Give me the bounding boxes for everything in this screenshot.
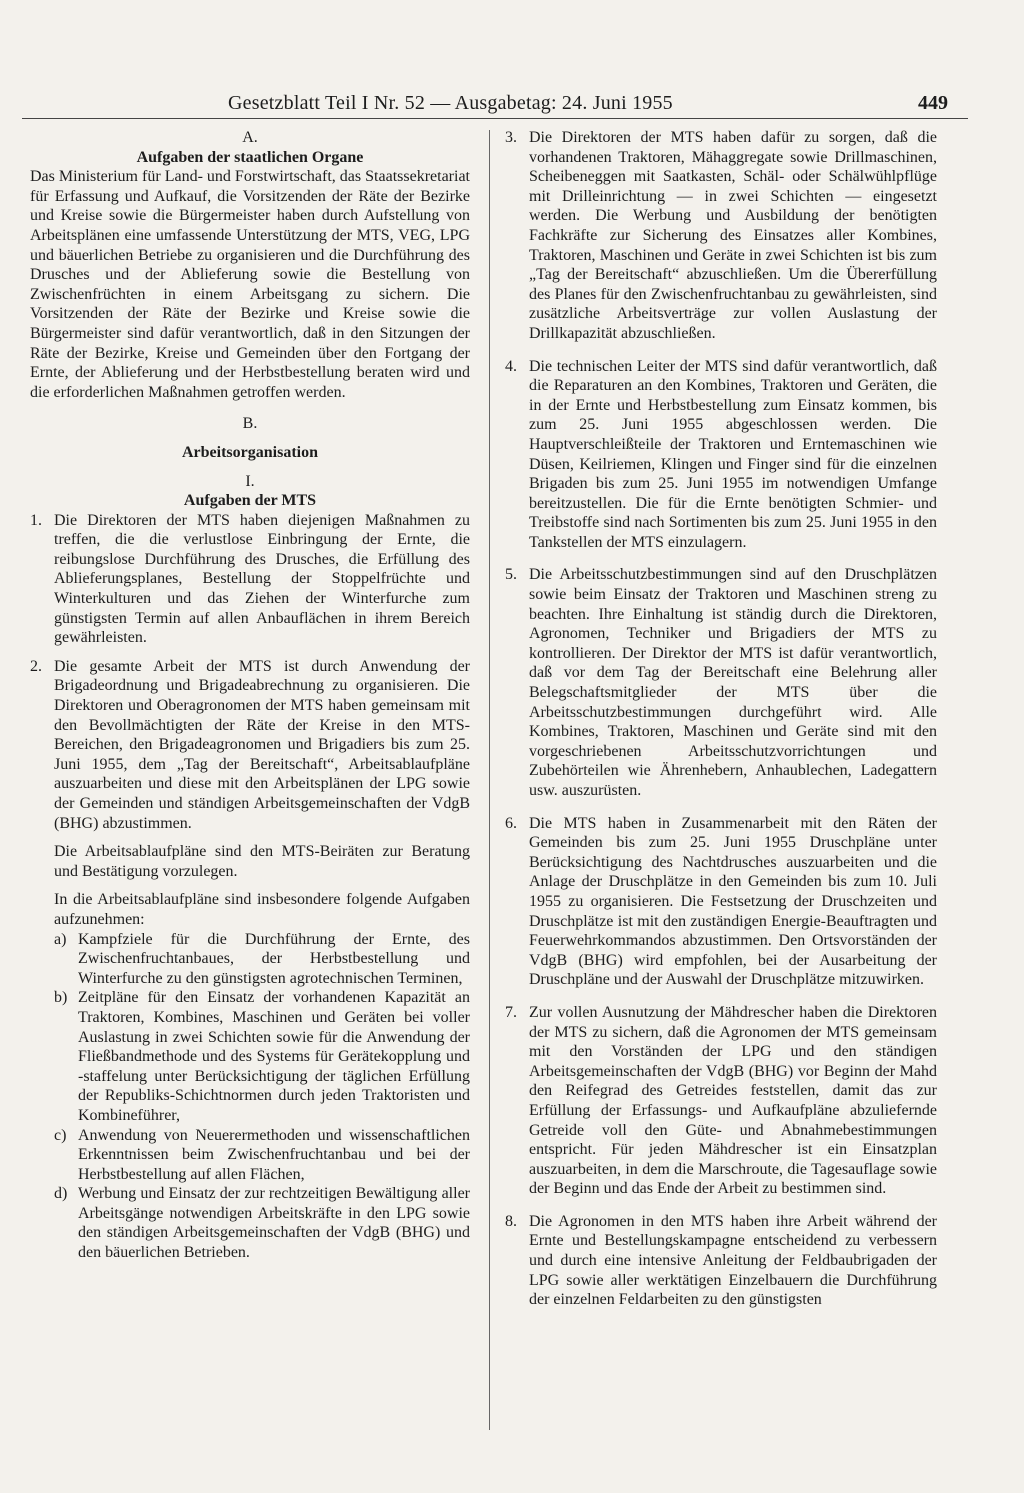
item-text: Die MTS haben in Zusammenarbeit mit den Räten der Gemeinden bis zum 25. Juni 1955 Druschpläne unter Berücksichtigung des Nachtdrusches auszuarbeiten und die Anlage der Druschplätze in den Gemeinden bis zum 10. Juli 1955 zu organisieren. Die Festsetzung der Druschzeiten und Druschplätze ist mit den zuständigen Energie-Beauftragten und Feuerwehrkommandos abzustimmen. Den Ortsvorständen der VdgB (BHG) wird empfohlen, bei der Ausarbeitung der Druschpläne und der Auswahl der Druschplätze mitzuwirken. — [529, 814, 937, 989]
item-number: 6. — [505, 814, 517, 832]
list-item — [505, 1003, 937, 1199]
sub-item-label: a) — [54, 930, 67, 948]
right-column — [505, 128, 937, 1323]
list-item — [505, 814, 937, 990]
header-title: Gesetzblatt Teil I Nr. 52 — Ausgabetag: 24. Juni 1955 — [228, 92, 673, 114]
header-rule — [22, 118, 968, 119]
list-item — [505, 128, 937, 344]
list-item — [505, 357, 937, 553]
list-item — [505, 1212, 937, 1310]
sub-item-label: b) — [54, 989, 68, 1007]
item-2-paragraph-2: Die Arbeitsablaufpläne sind den MTS-Beiräten zur Beratung und Bestätigung vorzulegen. — [54, 843, 470, 880]
section-b-title: Arbeitsorganisation — [182, 443, 318, 461]
item-text: Zur vollen Ausnutzung der Mähdrescher haben die Direktoren der MTS zu sichern, daß die Agronomen der MTS gemeinsam mit den Vorständen der LPG und den ständigen Arbeitsgemeinschaften der VdgB (BHG) vor Beginn der Mahd den Reifegrad des Getreides feststellen, damit das zur Erfüllung der Erfassungs- und Aufkaufpläne abzuliefernde Getreide voll den Güte- und Abnahmebestimmungen entspricht. Für jeden Mähdrescher ist ein Einsatzplan auszuarbeiten, in dem die Marschroute, die Tagesauflage sowie der Beginn und das Ende der Arbeit zu bestimmen sind. — [529, 1003, 937, 1198]
sub-item-text: Werbung und Einsatz der zur rechtzeitigen Bewältigung aller Arbeitsgänge notwendigen Arbeitskräfte in den LPG sowie den ständigen Arbeitsgemeinschaften der VdgB (BHG) und den bäuerlichen Betrieben. — [78, 1185, 470, 1262]
item-number: 8. — [505, 1212, 517, 1230]
sub-list-item — [54, 930, 470, 989]
item-number: 1. — [30, 511, 42, 529]
sub-item-label: c) — [54, 1126, 67, 1144]
item-text: Die Arbeitsschutzbestimmungen sind auf den Druschplätzen sowie beim Einsatz der Traktoren und Maschinen streng zu beachten. Ihre Einhaltung ist ständig durch die Direktoren, Agronomen, Techniker und Brigadiers der MTS zu kontrollieren. Der Direktor der MTS ist dafür verantwortlich, daß vor dem Tag der Bereitschaft eine Belehrung aller Belegschaftsmitglieder der MTS über die Arbeitsschutzbestimmungen durchgeführt wird. Alle Kombines, Traktoren, Maschinen und Geräte sind mit den vorgeschriebenen Arbeitsschutzvorrichtungen und Zubehörteilen wie Ährenhebern, Anhaublechen, Ladegattern usw. auszurüsten. — [529, 566, 937, 799]
item-number: 2. — [30, 657, 42, 675]
left-column — [30, 128, 470, 1263]
sub-item-text: Anwendung von Neuerermethoden und wissenschaftlichen Erkenntnissen beim Zwischenfruchtanbau und bei der Herbstbestellung auf allen Flächen, — [78, 1126, 470, 1183]
item-text: Die gesamte Arbeit der MTS ist durch Anwendung der Brigadeordnung und Brigadeabrechnung zu organisieren. Die Direktoren und Oberagronomen der MTS haben gemeinsam mit den Bevollmächtigten der Räte der Kreise in den MTS-Bereichen, den Brigadeagronomen und Brigadiers bis zum 25. Juni 1955, dem „Tag der Bereitschaft“, Arbeitsablaufpläne auszuarbeiten und diese mit den Arbeitsplänen der LPG sowie der Gemeinden und ständigen Arbeitsgemeinschaften der VdgB (BHG) abzustimmen. — [54, 657, 470, 832]
section-a-letter: A. — [242, 129, 258, 146]
section-b-letter: B. — [242, 415, 258, 433]
item-number: 3. — [505, 129, 517, 146]
item-text: Die Direktoren der MTS haben dafür zu sorgen, daß die vorhandenen Traktoren, Mähaggregate sowie Drillmaschinen, Scheibeneggen mit Saatkasten, Schäl- oder Schälwühlpflüge mit Drilleinrichtung — in zwei Schichten — eingesetzt werden. Die Werbung und Ausbildung der benötigten Fachkräfte zur Sicherung des Einsatzes aller Kombines, Traktoren, Maschinen und Geräte in zwei Schichten ist bis zum „Tag der Bereitschaft“ abzuschließen. Um die Übererfüllung des Planes für den Zwischenfruchtanbau zu gewährleisten, sind zusätzliche Arbeitsverträge zur vollen Auslastung der Drillkapazität abzuschließen. — [529, 129, 937, 342]
sub-item-text: Zeitpläne für den Einsatz der vorhandenen Kapazität an Traktoren, Kombines, Maschinen und Geräten bei voller Auslastung in zwei Schichten sowie für die Anwendung der Fließbandmethode und des Systems für Gerätekopplung und -staffelung unter Berücksichtigung der täglichen Erfüllung der Republiks-Schichtnormen durch jeden Traktoristen und Kombineführer, — [78, 989, 470, 1124]
section-a-title: Aufgaben der staatlichen Organe — [136, 148, 364, 166]
item-text: Die Direktoren der MTS haben diejenigen Maßnahmen zu treffen, die die verlustlose Einbringung der Ernte, die reibungslose Durchführung des Drusches, die Erfüllung des Ablieferungsplanes, Bestellung der Stoppelfrüchte und Winterkulturen und das Ziehen der Winterfurche zum günstigsten Termin auf allen Anbauflächen in ihrem Bereich gewährleisten. — [54, 511, 470, 647]
section-a-paragraph: Das Ministerium für Land- und Forstwirtschaft, das Staatssekretariat für Erfassung und Aufkauf, die Vorsitzenden der Räte der Bezirke und Kreise sowie die Bürgermeister haben durch Aufstellung von Arbeitsplänen eine umfassende Unterstützung der MTS, VEG, LPG und bäuerlichen Betriebe zu organisieren und die Durchführung des Drusches und der Ablieferung sowie die Bestellung von Zwischenfrüchten in einem Arbeitsgang zu sichern. Die Vorsitzenden der Räte der Bezirke und Kreise sowie die Bürgermeister sind dafür verantwortlich, daß in den Sitzungen der Räte der Bezirke, Kreise und Gemeinden über den Fortgang der Ernte, der Ablieferung und der Herbstbestellung beraten wird und die erforderlichen Maßnahmen getroffen werden. — [30, 168, 470, 401]
sub-item-label: d) — [54, 1185, 68, 1203]
subsection-title: Aufgaben der MTS — [183, 492, 317, 510]
item-2-continuation — [30, 842, 470, 1262]
item-text: Die Agronomen in den MTS haben ihre Arbeit während der Ernte und Bestellungskampagne entscheidend zu verbessern und durch eine intensive Anleitung der Feldbaubrigaden der LPG sowie aller werktätigen Einzelbauern die Durchführung der einzelnen Feldarbeiten zu den günstigsten — [529, 1212, 937, 1309]
sub-list-item — [54, 988, 470, 1125]
page-number: 449 — [918, 92, 948, 114]
item-number: 5. — [505, 566, 517, 584]
item-text: Die technischen Leiter der MTS sind dafür verantwortlich, daß die Reparaturen an den Kombines, Traktoren und Geräten, die in der Ernte und Herbstbestellung zum Einsatz kommen, bis zum 25. Juni 1955 abgeschlossen werden. Die Hauptverschleißteile der Traktoren und Erntemaschinen wie Düsen, Keilriemen, Klingen und Finger sind für die einzelnen Brigaden bis zum 25. Juni 1955 im notwendigen Umfange bereitzustellen. Die für die Ernte benötigten Schmier- und Treibstoffe sind nach Sortimenten bis zum 25. Juni 1955 in den Tankstellen der MTS einzulagern. — [529, 357, 937, 551]
sub-item-text: Kampfziele für die Durchführung der Ernte, des Zwischenfruchtanbaues, der Herbstbestellung und Winterfurche zu den günstigsten agrotechnischen Terminen, — [78, 930, 470, 987]
sub-list-item — [54, 1126, 470, 1185]
subsection-numeral: I. — [245, 472, 255, 490]
item-number: 4. — [505, 357, 517, 375]
item-2-paragraph-3: In die Arbeitsablaufpläne sind insbesondere folgende Aufgaben aufzunehmen: — [54, 891, 470, 928]
page-header — [0, 92, 1024, 120]
list-item — [30, 511, 470, 648]
column-divider — [489, 130, 490, 1430]
list-item — [30, 657, 470, 833]
sub-list-item — [54, 1184, 470, 1262]
list-item — [505, 565, 937, 800]
item-number: 7. — [505, 1003, 517, 1021]
